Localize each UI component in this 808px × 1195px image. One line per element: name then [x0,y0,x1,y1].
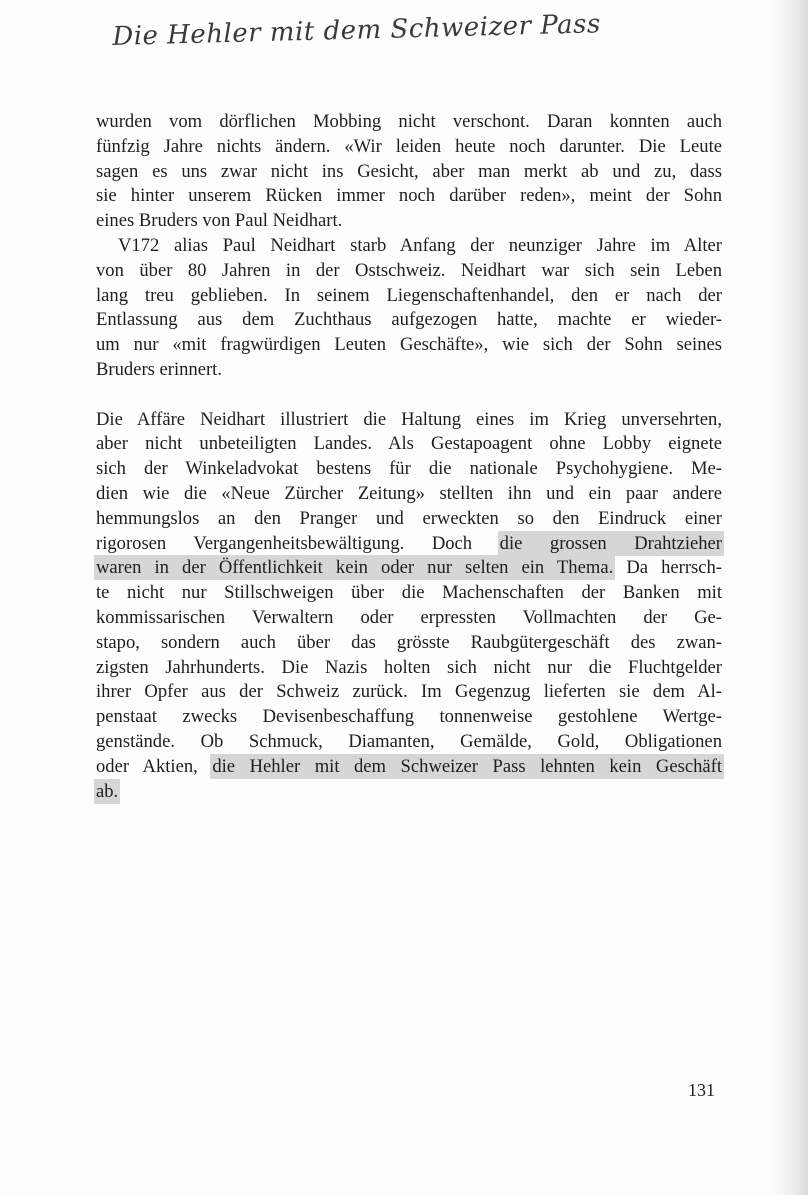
text-line: um nur «mit fragwürdigen Leuten Geschäfte», wie sich der Sohn seines [96,334,722,356]
text-line: kommissarischen Verwaltern oder erpressten Vollmachten der Ge- [96,606,722,628]
text-line: Die Affäre Neidhart illustriert die Haltung eines im Krieg unversehrten, [96,408,722,430]
page-edge-shadow [768,0,808,1195]
highlighted-text: die Hehler mit dem Schweizer Pass lehnten kein Geschäft [212,755,722,777]
handwritten-note: Die Hehler mit dem Schweizer Pass [112,9,602,52]
highlighted-text: ab. [96,780,119,802]
text-line: dien wie die «Neue Zürcher Zeitung» stellten ihn und ein paar andere [96,482,722,504]
paragraph-2 [96,234,722,383]
text-line: wurden vom dörflichen Mobbing nicht verschont. Daran konnten auch [96,111,722,132]
text-line: hemmungslos an den Pranger und erweckten so den Eindruck einer [96,507,722,529]
text-line [96,556,722,581]
text-line [96,532,722,557]
text-line [96,755,722,780]
text-line: zigsten Jahrhunderts. Die Nazis holten sich nicht nur die Fluchtgelder [96,656,722,678]
text-line: sagen es uns zwar nicht ins Gesicht, aber man merkt ab und zu, dass [96,160,722,182]
text-line: genstände. Ob Schmuck, Diamanten, Gemälde, Gold, Obligationen [96,730,722,752]
text-line: penstaat zwecks Devisenbeschaffung tonnenweise gestohlene Wertge- [96,706,722,728]
text-line: te nicht nur Stillschweigen über die Machenschaften der Banken mit [96,582,722,604]
text-segment: Da herrsch- [613,557,723,579]
highlighted-text: die grossen Drahtzieher [499,532,722,554]
paragraph-3 [96,408,722,805]
text-line [96,780,722,805]
text-line: von über 80 Jahren in der Ostschweiz. Neidhart war sich sein Leben [96,259,722,281]
section-gap [96,383,722,408]
text-line: sich der Winkeladvokat bestens für die nationale Psychohygiene. Me- [96,458,722,480]
text-line: aber nicht unbeteiligten Landes. Als Gestapoagent ohne Lobby eignete [96,433,722,455]
text-line: Entlassung aus dem Zuchthaus aufgezogen hatte, machte er wieder- [96,309,722,331]
text-line: eines Bruders von Paul Neidhart. [96,210,343,232]
highlighted-text: waren in der Öffentlichkeit kein oder nur selten ein Thema. [96,557,614,579]
text-line: sie hinter unserem Rücken immer noch darüber reden», meint der Sohn [96,185,722,207]
text-line: fünfzig Jahre nichts ändern. «Wir leiden heute noch darunter. Die Leute [96,135,722,157]
page-number: 131 [688,1080,715,1100]
body-text [96,110,722,804]
paragraph-1 [96,110,722,234]
text-line: V172 alias Paul Neidhart starb Anfang der neunziger Jahre im Alter [118,234,722,256]
text-line: stapo, sondern auch über das grösste Raubgütergeschäft des zwan- [96,631,722,653]
text-line: Bruders erinnert. [96,358,222,380]
text-segment: rigorosen Vergangenheitsbewältigung. Doch [96,532,500,554]
text-segment: oder Aktien, [96,755,213,777]
text-line: ihrer Opfer aus der Schweiz zurück. Im Gegenzug lieferten sie dem Al- [96,681,722,703]
text-line: lang treu geblieben. In seinem Liegenschaftenhandel, den er nach der [96,284,722,306]
